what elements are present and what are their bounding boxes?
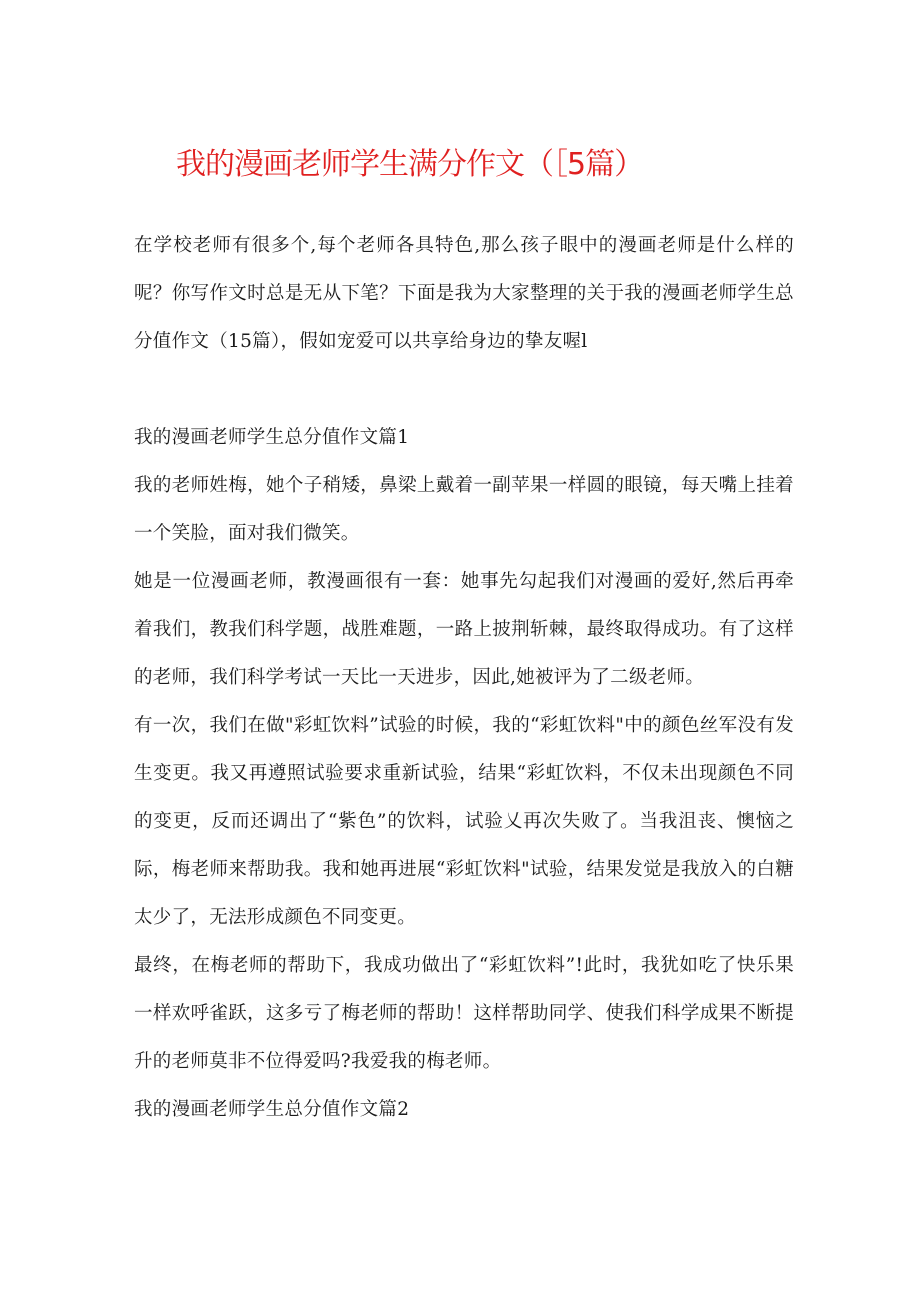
intro-section	[134, 222, 794, 366]
essay-2-heading: 我的漫画老师学生总分值作文篇2	[134, 1099, 410, 1120]
essay-1-paragraph-4: 最终，在梅老师的帮助下，我成功做出了“彩虹饮料”!此时，我犹如吃了快乐果一样欢呼雀跃，这多亏了梅老师的帮助！这样帮助同学、使我们科学成果不断提升的老师莫非不位得爱吗?我爱我的梅老师。	[134, 955, 794, 1072]
essay-content	[134, 414, 794, 1134]
essay-1-paragraph-2: 她是一位漫画老师，教漫画很有一套：她事先勾起我们对漫画的爱好,然后再牵着我们，教我们科学题，战胜难题，一路上披荆斩棘，最终取得成功。有了这样的老师，我们科学考试一天比一天进步，因此,她被评为了二级老师。	[134, 571, 794, 688]
essay-1-paragraph-3: 有一次，我们在做"彩虹饮料”试验的时候，我的“彩虹饮料"中的颜色丝军没有发生变更。我又再遵照试验要求重新试验，结果“彩虹饮料，不仅未出现颜色不同的变更，反而还调出了“紫色”的饮料，试验乂再次失败了。当我沮丧、懊恼之际，梅老师来帮助我。我和她再进展“彩虹饮料"试验，结果发觉是我放入的白糖太少了，无法形成颜色不同变更。	[134, 715, 794, 928]
document-title: 我的漫画老师学生满分作文（［5篇）	[176, 147, 644, 182]
essay-1-paragraph-1: 我的老师姓梅，她个子稍矮，鼻梁上戴着一副苹果一样圆的眼镜，每天嘴上挂着一个笑脸，面对我们微笑。	[134, 475, 794, 544]
essay-1-heading: 我的漫画老师学生总分值作文篇1	[134, 427, 410, 448]
intro-paragraph: 在学校老师有很多个,每个老师各具特色,那么孩子眼中的漫画老师是什么样的呢？你写作文时总是无从下笔？下面是我为大家整理的关于我的漫画老师学生总分值作文（15篇），假如宠爱可以共享给身边的挚友喔l	[134, 235, 794, 352]
